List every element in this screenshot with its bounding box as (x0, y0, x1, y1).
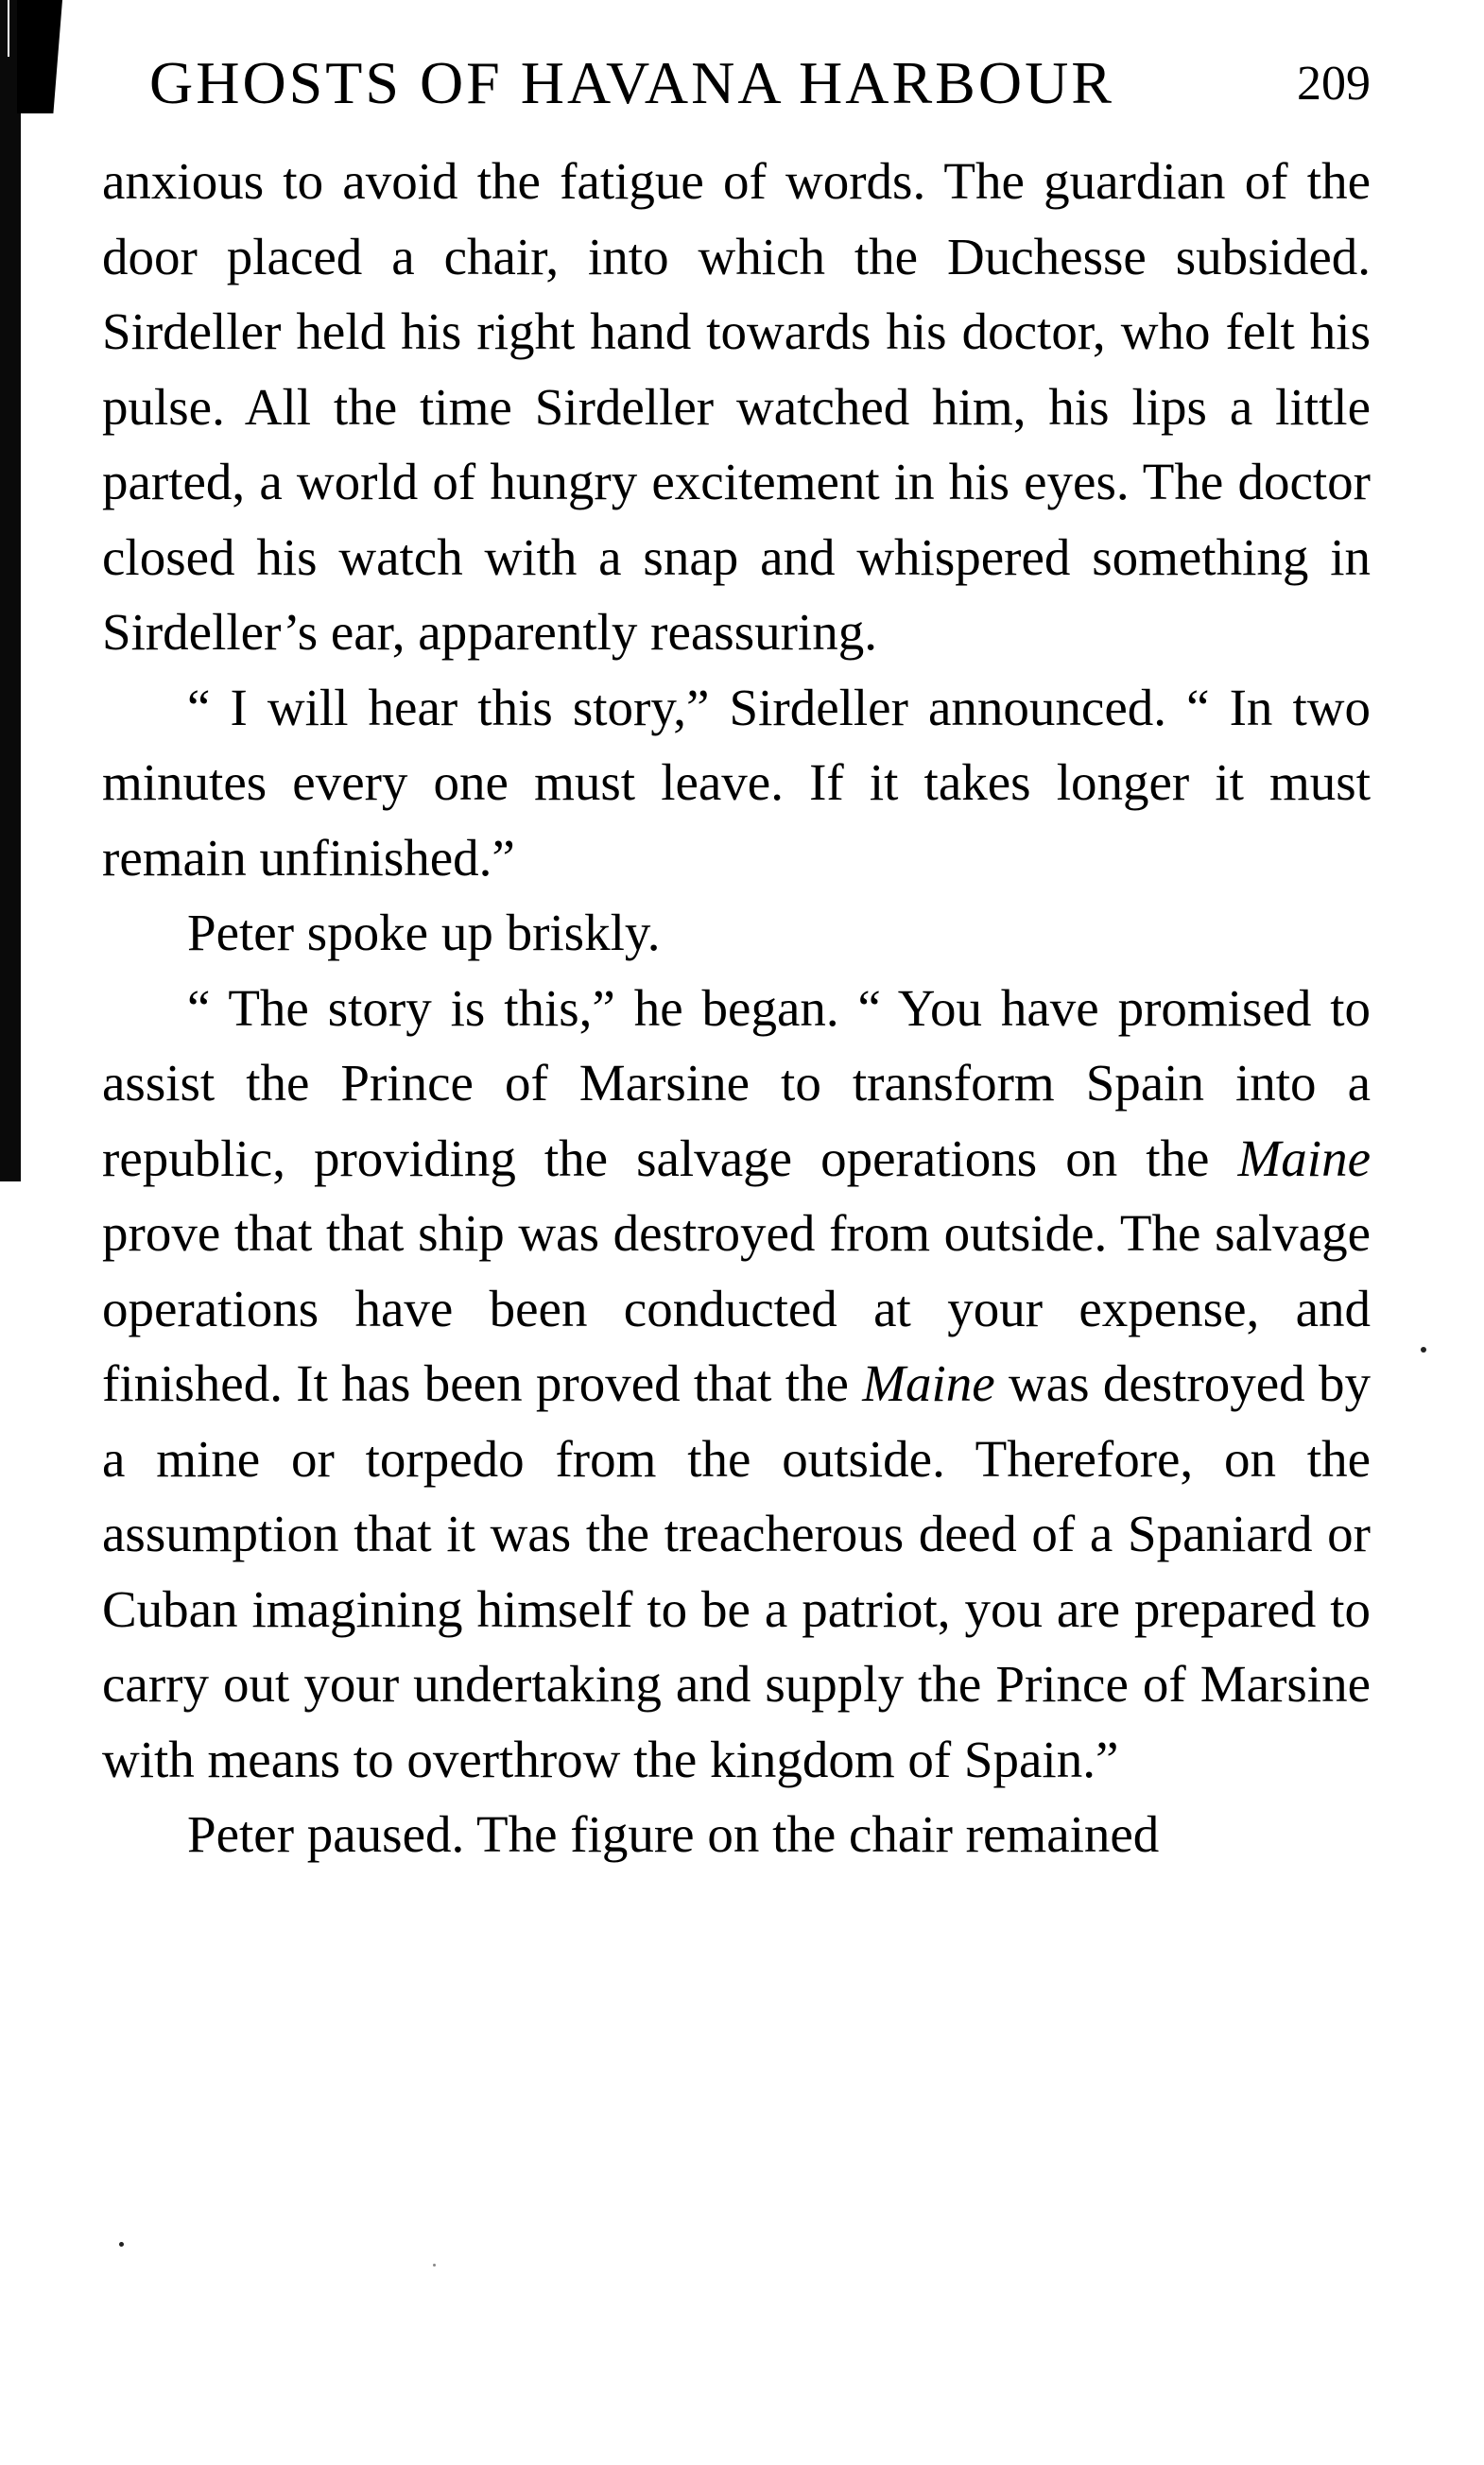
paragraph (102, 144, 1371, 670)
scan-binding-shadow (17, 0, 62, 113)
paragraph (102, 1797, 1371, 1872)
paragraph-text: Peter paused. The figure on the chair remained (187, 1805, 1160, 1863)
paragraph-text: “ The story is this,” he began. “ You have promised to assist the Prince of Marsine to transform Spain into a republic, providing the salvage operations on the (102, 978, 1371, 1187)
running-head (149, 45, 1371, 121)
scan-binding-highlight (8, 0, 9, 57)
body-text (102, 144, 1371, 1872)
italic-text: Maine (862, 1354, 995, 1412)
paragraph-text: “ I will hear this story,” Sirdeller announced. “ In two minutes every one must leave. If it takes longer it must remain unfinished.” (102, 678, 1371, 887)
italic-text: Maine (1237, 1129, 1371, 1187)
paragraph-text: was destroyed by a mine or torpedo from the outside. Therefore, on the assumption that it was the treacherous deed of a Spaniard or Cuban imagining himself to be a patriot, you are prepared to carry out your undertaking and supply the Prince of Marsine with means to overthrow the kingdom of Spain.” (102, 1354, 1371, 1788)
paragraph (102, 971, 1371, 1798)
scan-binding-edge (0, 0, 21, 1181)
scan-speck (1421, 1347, 1426, 1353)
paragraph-text: anxious to avoid the fatigue of words. The guardian of the door placed a chair, into which the Duchesse subsided. Sirdeller held his right hand towards his doctor, who felt his pulse. All the time Sirdeller watched him, his lips a little parted, a world of hungry excitement in his eyes. The doctor closed his watch with a snap and whispered something in Sirdeller’s ear, apparently reassuring. (102, 152, 1371, 661)
page-number: 209 (1297, 57, 1371, 111)
running-title: GHOSTS OF HAVANA HARBOUR (149, 49, 1114, 116)
paragraph (102, 895, 1371, 971)
paragraph (102, 670, 1371, 896)
scan-speck (119, 2242, 124, 2247)
paragraph-text: Peter spoke up briskly. (187, 904, 661, 961)
paragraph-text: prove that that ship was destroyed from outside. The salvage operations have been conducted at your expense, and finished. It has been proved that the (102, 1204, 1371, 1412)
scan-speck (433, 2264, 436, 2267)
